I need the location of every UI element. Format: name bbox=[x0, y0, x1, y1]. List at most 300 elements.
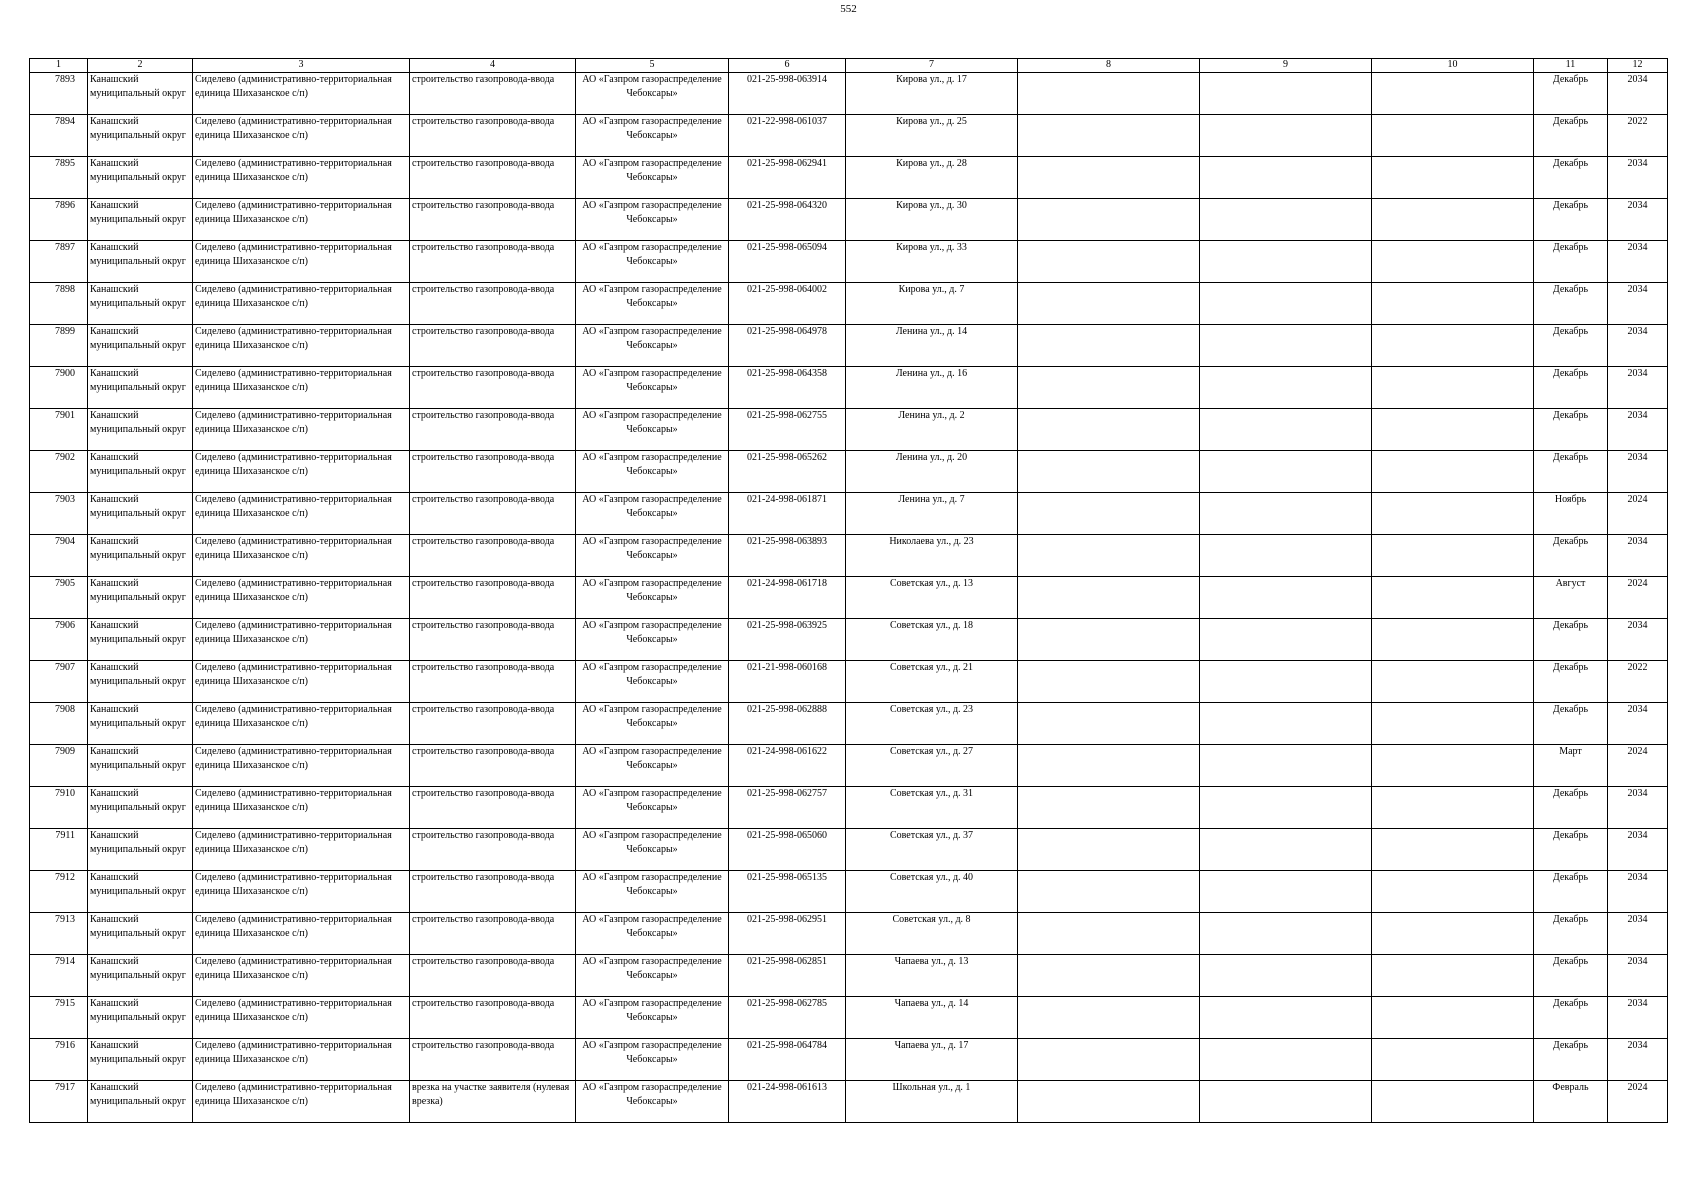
year-cell: 2034 bbox=[1608, 241, 1668, 283]
table-row bbox=[30, 955, 1668, 997]
organization-cell: АО «Газпром газораспределение Чебоксары» bbox=[576, 871, 729, 913]
organization-cell: АО «Газпром газораспределение Чебоксары» bbox=[576, 997, 729, 1039]
organization-cell: АО «Газпром газораспределение Чебоксары» bbox=[576, 955, 729, 997]
table-row bbox=[30, 283, 1668, 325]
column-9-cell bbox=[1200, 577, 1372, 619]
row-number-cell: 7898 bbox=[30, 283, 88, 325]
year-cell: 2034 bbox=[1608, 535, 1668, 577]
column-8-cell bbox=[1018, 157, 1200, 199]
organization-cell: АО «Газпром газораспределение Чебоксары» bbox=[576, 661, 729, 703]
year-cell: 2034 bbox=[1608, 787, 1668, 829]
year-cell: 2034 bbox=[1608, 325, 1668, 367]
row-number-cell: 7909 bbox=[30, 745, 88, 787]
table-row bbox=[30, 367, 1668, 409]
year-cell: 2034 bbox=[1608, 157, 1668, 199]
year-cell: 2022 bbox=[1608, 115, 1668, 157]
year-cell: 2022 bbox=[1608, 661, 1668, 703]
row-number-cell: 7899 bbox=[30, 325, 88, 367]
column-8-cell bbox=[1018, 745, 1200, 787]
settlement-cell: Сиделево (административно-территориальная единица Шихазанское с/п) bbox=[193, 157, 410, 199]
column-8-cell bbox=[1018, 661, 1200, 703]
organization-cell: АО «Газпром газораспределение Чебоксары» bbox=[576, 241, 729, 283]
settlement-cell: Сиделево (административно-территориальная единица Шихазанское с/п) bbox=[193, 661, 410, 703]
organization-cell: АО «Газпром газораспределение Чебоксары» bbox=[576, 451, 729, 493]
table-row bbox=[30, 535, 1668, 577]
column-8-cell bbox=[1018, 1081, 1200, 1123]
work-type-cell: строительство газопровода-ввода bbox=[410, 409, 576, 451]
organization-cell: АО «Газпром газораспределение Чебоксары» bbox=[576, 157, 729, 199]
year-cell: 2034 bbox=[1608, 619, 1668, 661]
work-type-cell: строительство газопровода-ввода bbox=[410, 451, 576, 493]
settlement-cell: Сиделево (административно-территориальная единица Шихазанское с/п) bbox=[193, 535, 410, 577]
application-number-cell: 021-25-998-065262 bbox=[729, 451, 846, 493]
application-number-cell: 021-25-998-062785 bbox=[729, 997, 846, 1039]
district-cell: Канашский муниципальный округ bbox=[88, 73, 193, 115]
month-cell: Декабрь bbox=[1534, 451, 1608, 493]
work-type-cell: строительство газопровода-ввода bbox=[410, 703, 576, 745]
month-cell: Декабрь bbox=[1534, 409, 1608, 451]
organization-cell: АО «Газпром газораспределение Чебоксары» bbox=[576, 787, 729, 829]
organization-cell: АО «Газпром газораспределение Чебоксары» bbox=[576, 199, 729, 241]
application-number-cell: 021-25-998-065094 bbox=[729, 241, 846, 283]
column-9-cell bbox=[1200, 157, 1372, 199]
district-cell: Канашский муниципальный округ bbox=[88, 619, 193, 661]
application-number-cell: 021-25-998-063925 bbox=[729, 619, 846, 661]
district-cell: Канашский муниципальный округ bbox=[88, 913, 193, 955]
column-10-cell bbox=[1372, 115, 1534, 157]
organization-cell: АО «Газпром газораспределение Чебоксары» bbox=[576, 619, 729, 661]
address-cell: Школьная ул., д. 1 bbox=[846, 1081, 1018, 1123]
column-8-cell bbox=[1018, 199, 1200, 241]
table-row bbox=[30, 829, 1668, 871]
month-cell: Декабрь bbox=[1534, 115, 1608, 157]
work-type-cell: строительство газопровода-ввода bbox=[410, 325, 576, 367]
application-number-cell: 021-25-998-062951 bbox=[729, 913, 846, 955]
district-cell: Канашский муниципальный округ bbox=[88, 787, 193, 829]
column-9-cell bbox=[1200, 787, 1372, 829]
month-cell: Декабрь bbox=[1534, 787, 1608, 829]
district-cell: Канашский муниципальный округ bbox=[88, 745, 193, 787]
settlement-cell: Сиделево (административно-территориальная единица Шихазанское с/п) bbox=[193, 1039, 410, 1081]
work-type-cell: строительство газопровода-ввода bbox=[410, 745, 576, 787]
district-cell: Канашский муниципальный округ bbox=[88, 871, 193, 913]
month-cell: Август bbox=[1534, 577, 1608, 619]
column-10-cell bbox=[1372, 157, 1534, 199]
month-cell: Декабрь bbox=[1534, 73, 1608, 115]
row-number-cell: 7901 bbox=[30, 409, 88, 451]
table-row bbox=[30, 871, 1668, 913]
column-header: 4 bbox=[410, 59, 576, 73]
table-row bbox=[30, 577, 1668, 619]
year-cell: 2034 bbox=[1608, 829, 1668, 871]
month-cell: Февраль bbox=[1534, 1081, 1608, 1123]
work-type-cell: строительство газопровода-ввода bbox=[410, 955, 576, 997]
address-cell: Ленина ул., д. 2 bbox=[846, 409, 1018, 451]
column-10-cell bbox=[1372, 829, 1534, 871]
settlement-cell: Сиделево (административно-территориальная единица Шихазанское с/п) bbox=[193, 955, 410, 997]
application-number-cell: 021-25-998-063914 bbox=[729, 73, 846, 115]
application-number-cell: 021-25-998-062757 bbox=[729, 787, 846, 829]
settlement-cell: Сиделево (административно-территориальная единица Шихазанское с/п) bbox=[193, 325, 410, 367]
column-10-cell bbox=[1372, 199, 1534, 241]
address-cell: Кирова ул., д. 33 bbox=[846, 241, 1018, 283]
column-10-cell bbox=[1372, 73, 1534, 115]
application-number-cell: 021-24-998-061613 bbox=[729, 1081, 846, 1123]
column-9-cell bbox=[1200, 955, 1372, 997]
application-number-cell: 021-25-998-062755 bbox=[729, 409, 846, 451]
column-9-cell bbox=[1200, 241, 1372, 283]
district-cell: Канашский муниципальный округ bbox=[88, 577, 193, 619]
column-8-cell bbox=[1018, 1039, 1200, 1081]
application-number-cell: 021-24-998-061622 bbox=[729, 745, 846, 787]
address-cell: Кирова ул., д. 25 bbox=[846, 115, 1018, 157]
table-row bbox=[30, 619, 1668, 661]
application-number-cell: 021-25-998-064978 bbox=[729, 325, 846, 367]
month-cell: Декабрь bbox=[1534, 955, 1608, 997]
column-10-cell bbox=[1372, 955, 1534, 997]
work-type-cell: строительство газопровода-ввода bbox=[410, 493, 576, 535]
column-10-cell bbox=[1372, 577, 1534, 619]
application-number-cell: 021-25-998-064358 bbox=[729, 367, 846, 409]
column-9-cell bbox=[1200, 325, 1372, 367]
column-8-cell bbox=[1018, 787, 1200, 829]
month-cell: Декабрь bbox=[1534, 535, 1608, 577]
month-cell: Декабрь bbox=[1534, 661, 1608, 703]
table-row bbox=[30, 493, 1668, 535]
address-cell: Советская ул., д. 40 bbox=[846, 871, 1018, 913]
application-number-cell: 021-22-998-061037 bbox=[729, 115, 846, 157]
column-10-cell bbox=[1372, 871, 1534, 913]
row-number-cell: 7903 bbox=[30, 493, 88, 535]
district-cell: Канашский муниципальный округ bbox=[88, 955, 193, 997]
address-cell: Ленина ул., д. 16 bbox=[846, 367, 1018, 409]
table-row bbox=[30, 157, 1668, 199]
column-10-cell bbox=[1372, 745, 1534, 787]
table-row bbox=[30, 115, 1668, 157]
table-body bbox=[30, 73, 1668, 1123]
organization-cell: АО «Газпром газораспределение Чебоксары» bbox=[576, 1081, 729, 1123]
table-row bbox=[30, 745, 1668, 787]
application-number-cell: 021-25-998-064784 bbox=[729, 1039, 846, 1081]
column-header: 11 bbox=[1534, 59, 1608, 73]
settlement-cell: Сиделево (административно-территориальная единица Шихазанское с/п) bbox=[193, 451, 410, 493]
district-cell: Канашский муниципальный округ bbox=[88, 535, 193, 577]
district-cell: Канашский муниципальный округ bbox=[88, 115, 193, 157]
year-cell: 2034 bbox=[1608, 73, 1668, 115]
application-number-cell: 021-24-998-061871 bbox=[729, 493, 846, 535]
column-9-cell bbox=[1200, 367, 1372, 409]
address-cell: Кирова ул., д. 28 bbox=[846, 157, 1018, 199]
organization-cell: АО «Газпром газораспределение Чебоксары» bbox=[576, 577, 729, 619]
address-cell: Кирова ул., д. 17 bbox=[846, 73, 1018, 115]
organization-cell: АО «Газпром газораспределение Чебоксары» bbox=[576, 1039, 729, 1081]
settlement-cell: Сиделево (административно-территориальная единица Шихазанское с/п) bbox=[193, 703, 410, 745]
settlement-cell: Сиделево (административно-территориальная единица Шихазанское с/п) bbox=[193, 913, 410, 955]
row-number-cell: 7910 bbox=[30, 787, 88, 829]
column-8-cell bbox=[1018, 619, 1200, 661]
district-cell: Канашский муниципальный округ bbox=[88, 241, 193, 283]
work-type-cell: строительство газопровода-ввода bbox=[410, 1039, 576, 1081]
column-9-cell bbox=[1200, 913, 1372, 955]
column-9-cell bbox=[1200, 745, 1372, 787]
table-row bbox=[30, 1081, 1668, 1123]
address-cell: Кирова ул., д. 7 bbox=[846, 283, 1018, 325]
row-number-cell: 7907 bbox=[30, 661, 88, 703]
month-cell: Март bbox=[1534, 745, 1608, 787]
settlement-cell: Сиделево (административно-территориальная единица Шихазанское с/п) bbox=[193, 577, 410, 619]
column-10-cell bbox=[1372, 451, 1534, 493]
column-9-cell bbox=[1200, 115, 1372, 157]
column-10-cell bbox=[1372, 997, 1534, 1039]
column-header: 7 bbox=[846, 59, 1018, 73]
district-cell: Канашский муниципальный округ bbox=[88, 997, 193, 1039]
row-number-cell: 7905 bbox=[30, 577, 88, 619]
column-header: 12 bbox=[1608, 59, 1668, 73]
column-9-cell bbox=[1200, 829, 1372, 871]
application-number-cell: 021-25-998-064002 bbox=[729, 283, 846, 325]
settlement-cell: Сиделево (административно-территориальная единица Шихазанское с/п) bbox=[193, 115, 410, 157]
month-cell: Декабрь bbox=[1534, 913, 1608, 955]
application-number-cell: 021-21-998-060168 bbox=[729, 661, 846, 703]
application-number-cell: 021-25-998-063893 bbox=[729, 535, 846, 577]
year-cell: 2034 bbox=[1608, 913, 1668, 955]
month-cell: Декабрь bbox=[1534, 997, 1608, 1039]
address-cell: Чапаева ул., д. 13 bbox=[846, 955, 1018, 997]
work-type-cell: строительство газопровода-ввода bbox=[410, 661, 576, 703]
column-8-cell bbox=[1018, 493, 1200, 535]
district-cell: Канашский муниципальный округ bbox=[88, 829, 193, 871]
column-9-cell bbox=[1200, 703, 1372, 745]
table-row bbox=[30, 451, 1668, 493]
address-cell: Советская ул., д. 8 bbox=[846, 913, 1018, 955]
row-number-cell: 7904 bbox=[30, 535, 88, 577]
organization-cell: АО «Газпром газораспределение Чебоксары» bbox=[576, 367, 729, 409]
column-header: 9 bbox=[1200, 59, 1372, 73]
row-number-cell: 7902 bbox=[30, 451, 88, 493]
column-9-cell bbox=[1200, 493, 1372, 535]
column-10-cell bbox=[1372, 1039, 1534, 1081]
application-number-cell: 021-24-998-061718 bbox=[729, 577, 846, 619]
application-number-cell: 021-25-998-062888 bbox=[729, 703, 846, 745]
settlement-cell: Сиделево (административно-территориальная единица Шихазанское с/п) bbox=[193, 1081, 410, 1123]
column-10-cell bbox=[1372, 1081, 1534, 1123]
work-type-cell: строительство газопровода-ввода bbox=[410, 997, 576, 1039]
work-type-cell: строительство газопровода-ввода bbox=[410, 367, 576, 409]
organization-cell: АО «Газпром газораспределение Чебоксары» bbox=[576, 409, 729, 451]
month-cell: Декабрь bbox=[1534, 703, 1608, 745]
column-10-cell bbox=[1372, 535, 1534, 577]
column-8-cell bbox=[1018, 283, 1200, 325]
month-cell: Декабрь bbox=[1534, 241, 1608, 283]
row-number-cell: 7900 bbox=[30, 367, 88, 409]
column-10-cell bbox=[1372, 283, 1534, 325]
address-cell: Советская ул., д. 13 bbox=[846, 577, 1018, 619]
work-type-cell: строительство газопровода-ввода bbox=[410, 619, 576, 661]
work-type-cell: строительство газопровода-ввода bbox=[410, 535, 576, 577]
column-8-cell bbox=[1018, 241, 1200, 283]
settlement-cell: Сиделево (административно-территориальная единица Шихазанское с/п) bbox=[193, 73, 410, 115]
district-cell: Канашский муниципальный округ bbox=[88, 661, 193, 703]
row-number-cell: 7915 bbox=[30, 997, 88, 1039]
column-8-cell bbox=[1018, 325, 1200, 367]
month-cell: Декабрь bbox=[1534, 199, 1608, 241]
column-8-cell bbox=[1018, 913, 1200, 955]
district-cell: Канашский муниципальный округ bbox=[88, 325, 193, 367]
month-cell: Декабрь bbox=[1534, 367, 1608, 409]
address-cell: Ленина ул., д. 7 bbox=[846, 493, 1018, 535]
address-cell: Ленина ул., д. 14 bbox=[846, 325, 1018, 367]
year-cell: 2024 bbox=[1608, 577, 1668, 619]
table-row bbox=[30, 73, 1668, 115]
table-row bbox=[30, 241, 1668, 283]
column-number-row bbox=[30, 59, 1668, 73]
application-number-cell: 021-25-998-065135 bbox=[729, 871, 846, 913]
work-type-cell: строительство газопровода-ввода bbox=[410, 871, 576, 913]
application-number-cell: 021-25-998-065060 bbox=[729, 829, 846, 871]
column-10-cell bbox=[1372, 493, 1534, 535]
district-cell: Канашский муниципальный округ bbox=[88, 1081, 193, 1123]
column-header: 3 bbox=[193, 59, 410, 73]
year-cell: 2034 bbox=[1608, 283, 1668, 325]
address-cell: Советская ул., д. 23 bbox=[846, 703, 1018, 745]
settlement-cell: Сиделево (административно-территориальная единица Шихазанское с/п) bbox=[193, 745, 410, 787]
table-row bbox=[30, 1039, 1668, 1081]
address-cell: Советская ул., д. 31 bbox=[846, 787, 1018, 829]
settlement-cell: Сиделево (административно-территориальная единица Шихазанское с/п) bbox=[193, 829, 410, 871]
work-type-cell: строительство газопровода-ввода bbox=[410, 157, 576, 199]
column-9-cell bbox=[1200, 1081, 1372, 1123]
column-8-cell bbox=[1018, 703, 1200, 745]
work-type-cell: строительство газопровода-ввода bbox=[410, 283, 576, 325]
column-8-cell bbox=[1018, 871, 1200, 913]
organization-cell: АО «Газпром газораспределение Чебоксары» bbox=[576, 325, 729, 367]
settlement-cell: Сиделево (административно-территориальная единица Шихазанское с/п) bbox=[193, 283, 410, 325]
address-cell: Чапаева ул., д. 14 bbox=[846, 997, 1018, 1039]
district-cell: Канашский муниципальный округ bbox=[88, 451, 193, 493]
month-cell: Декабрь bbox=[1534, 871, 1608, 913]
column-10-cell bbox=[1372, 619, 1534, 661]
row-number-cell: 7895 bbox=[30, 157, 88, 199]
table-row bbox=[30, 787, 1668, 829]
settlement-cell: Сиделево (административно-территориальная единица Шихазанское с/п) bbox=[193, 409, 410, 451]
address-cell: Советская ул., д. 37 bbox=[846, 829, 1018, 871]
column-header: 6 bbox=[729, 59, 846, 73]
column-10-cell bbox=[1372, 787, 1534, 829]
year-cell: 2034 bbox=[1608, 703, 1668, 745]
row-number-cell: 7906 bbox=[30, 619, 88, 661]
year-cell: 2034 bbox=[1608, 1039, 1668, 1081]
organization-cell: АО «Газпром газораспределение Чебоксары» bbox=[576, 829, 729, 871]
column-9-cell bbox=[1200, 997, 1372, 1039]
column-9-cell bbox=[1200, 871, 1372, 913]
column-10-cell bbox=[1372, 409, 1534, 451]
column-8-cell bbox=[1018, 367, 1200, 409]
settlement-cell: Сиделево (административно-территориальная единица Шихазанское с/п) bbox=[193, 199, 410, 241]
work-type-cell: строительство газопровода-ввода bbox=[410, 241, 576, 283]
organization-cell: АО «Газпром газораспределение Чебоксары» bbox=[576, 283, 729, 325]
address-cell: Кирова ул., д. 30 bbox=[846, 199, 1018, 241]
column-8-cell bbox=[1018, 73, 1200, 115]
organization-cell: АО «Газпром газораспределение Чебоксары» bbox=[576, 913, 729, 955]
column-8-cell bbox=[1018, 577, 1200, 619]
row-number-cell: 7893 bbox=[30, 73, 88, 115]
table-row bbox=[30, 703, 1668, 745]
column-8-cell bbox=[1018, 829, 1200, 871]
month-cell: Декабрь bbox=[1534, 829, 1608, 871]
year-cell: 2024 bbox=[1608, 493, 1668, 535]
row-number-cell: 7913 bbox=[30, 913, 88, 955]
column-8-cell bbox=[1018, 409, 1200, 451]
table-row bbox=[30, 325, 1668, 367]
settlement-cell: Сиделево (административно-территориальная единица Шихазанское с/п) bbox=[193, 367, 410, 409]
district-cell: Канашский муниципальный округ bbox=[88, 493, 193, 535]
row-number-cell: 7908 bbox=[30, 703, 88, 745]
column-9-cell bbox=[1200, 661, 1372, 703]
settlement-cell: Сиделево (административно-территориальная единица Шихазанское с/п) bbox=[193, 997, 410, 1039]
row-number-cell: 7916 bbox=[30, 1039, 88, 1081]
year-cell: 2034 bbox=[1608, 997, 1668, 1039]
column-10-cell bbox=[1372, 703, 1534, 745]
month-cell: Декабрь bbox=[1534, 619, 1608, 661]
page-number: 552 bbox=[840, 3, 857, 15]
organization-cell: АО «Газпром газораспределение Чебоксары» bbox=[576, 73, 729, 115]
application-number-cell: 021-25-998-062941 bbox=[729, 157, 846, 199]
year-cell: 2024 bbox=[1608, 745, 1668, 787]
month-cell: Декабрь bbox=[1534, 1039, 1608, 1081]
column-9-cell bbox=[1200, 535, 1372, 577]
organization-cell: АО «Газпром газораспределение Чебоксары» bbox=[576, 703, 729, 745]
year-cell: 2034 bbox=[1608, 367, 1668, 409]
work-type-cell: строительство газопровода-ввода bbox=[410, 199, 576, 241]
address-cell: Советская ул., д. 18 bbox=[846, 619, 1018, 661]
row-number-cell: 7897 bbox=[30, 241, 88, 283]
settlement-cell: Сиделево (административно-территориальная единица Шихазанское с/п) bbox=[193, 871, 410, 913]
table-row bbox=[30, 661, 1668, 703]
month-cell: Декабрь bbox=[1534, 157, 1608, 199]
district-cell: Канашский муниципальный округ bbox=[88, 367, 193, 409]
column-8-cell bbox=[1018, 535, 1200, 577]
month-cell: Декабрь bbox=[1534, 283, 1608, 325]
address-cell: Советская ул., д. 21 bbox=[846, 661, 1018, 703]
district-cell: Канашский муниципальный округ bbox=[88, 199, 193, 241]
work-type-cell: строительство газопровода-ввода bbox=[410, 913, 576, 955]
month-cell: Декабрь bbox=[1534, 325, 1608, 367]
column-8-cell bbox=[1018, 955, 1200, 997]
settlement-cell: Сиделево (административно-территориальная единица Шихазанское с/п) bbox=[193, 619, 410, 661]
work-type-cell: строительство газопровода-ввода bbox=[410, 577, 576, 619]
organization-cell: АО «Газпром газораспределение Чебоксары» bbox=[576, 115, 729, 157]
organization-cell: АО «Газпром газораспределение Чебоксары» bbox=[576, 745, 729, 787]
work-type-cell: строительство газопровода-ввода bbox=[410, 115, 576, 157]
work-type-cell: врезка на участке заявителя (нулевая врезка) bbox=[410, 1081, 576, 1123]
address-cell: Советская ул., д. 27 bbox=[846, 745, 1018, 787]
settlement-cell: Сиделево (административно-территориальная единица Шихазанское с/п) bbox=[193, 787, 410, 829]
data-table bbox=[29, 58, 1668, 1123]
column-9-cell bbox=[1200, 409, 1372, 451]
year-cell: 2034 bbox=[1608, 955, 1668, 997]
column-header: 2 bbox=[88, 59, 193, 73]
column-header: 10 bbox=[1372, 59, 1534, 73]
year-cell: 2034 bbox=[1608, 871, 1668, 913]
row-number-cell: 7914 bbox=[30, 955, 88, 997]
column-9-cell bbox=[1200, 451, 1372, 493]
organization-cell: АО «Газпром газораспределение Чебоксары» bbox=[576, 535, 729, 577]
column-10-cell bbox=[1372, 913, 1534, 955]
district-cell: Канашский муниципальный округ bbox=[88, 703, 193, 745]
column-9-cell bbox=[1200, 1039, 1372, 1081]
column-10-cell bbox=[1372, 661, 1534, 703]
column-8-cell bbox=[1018, 997, 1200, 1039]
